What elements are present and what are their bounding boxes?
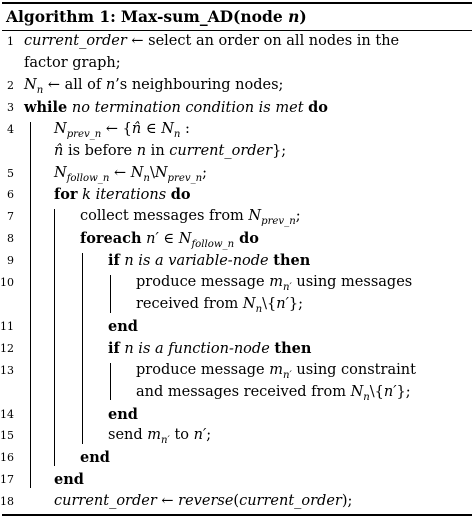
keyword-for: for <box>54 186 78 204</box>
line-text: ← <box>156 493 179 510</box>
line-number: 13 <box>0 363 14 377</box>
algo-line-18 <box>0 491 474 513</box>
math-subscript: follow_n <box>66 172 110 184</box>
condition-text: n is a variable-node <box>119 253 274 270</box>
line-text: produce message <box>136 361 270 378</box>
math-symbol: n̂ <box>54 142 64 159</box>
math-symbol: n <box>105 76 116 93</box>
line-number: 14 <box>0 407 14 421</box>
algo-line-4 <box>0 119 474 141</box>
math-symbol: N <box>130 164 144 181</box>
line-number: 7 <box>7 210 14 224</box>
keyword-then: then <box>273 252 311 270</box>
line-text: }; <box>288 295 304 312</box>
math-symbol: n <box>136 142 147 159</box>
keyword-end: end <box>108 317 138 335</box>
line-text: ∈ <box>158 231 179 248</box>
line-text: ( <box>233 493 240 510</box>
math-subscript: n <box>363 391 370 403</box>
line-text: ← { <box>101 120 132 137</box>
line-number: 6 <box>7 188 14 202</box>
caption-args-suffix: ) <box>299 7 307 26</box>
math-subscript: n′ <box>282 281 292 293</box>
algorithm-caption <box>6 6 307 28</box>
line-text: }; <box>272 142 287 159</box>
var-current-order: current_order <box>239 493 342 510</box>
algo-line-3 <box>0 97 474 119</box>
math-subscript: n <box>173 128 181 140</box>
math-symbol: N <box>154 164 168 181</box>
algorithm-name: Max-sum_AD <box>120 7 234 26</box>
math-subscript: n <box>255 303 263 315</box>
algo-line-17 <box>0 469 474 491</box>
math-symbol: m <box>269 361 283 378</box>
math-subscript: follow_n <box>191 239 235 251</box>
algo-line-2 <box>0 75 474 97</box>
line-text: is before <box>63 142 137 159</box>
line-text: }; <box>396 383 411 400</box>
keyword-if: if <box>108 252 120 270</box>
math-symbol: m <box>269 274 283 290</box>
math-symbol: N <box>242 295 256 312</box>
line-text: \{ <box>262 295 277 312</box>
line-text: received from <box>136 295 243 312</box>
line-text: using constraint <box>291 361 416 378</box>
math-symbol: N <box>248 208 262 225</box>
line-number: 5 <box>7 166 14 180</box>
keyword-while: while <box>24 98 68 116</box>
line-text: ← select an order on all nodes in the <box>126 33 400 49</box>
line-number: 12 <box>0 341 14 355</box>
algo-line-9 <box>0 250 474 272</box>
keyword-do: do <box>234 230 259 248</box>
keyword-do: do <box>308 98 328 116</box>
math-symbol: N <box>178 231 192 248</box>
algo-line-5 <box>0 163 474 185</box>
condition-text: no termination condition is met <box>67 99 309 116</box>
line-number: 17 <box>0 473 14 487</box>
caption-args-prefix: (node <box>233 7 289 26</box>
var-current-order: current_order <box>54 493 157 510</box>
line-number: 1 <box>7 35 14 48</box>
condition-text: n is a function-node <box>119 340 275 357</box>
line-number: 2 <box>7 78 14 92</box>
line-number: 18 <box>0 495 14 509</box>
math-symbol: n′ <box>193 427 207 444</box>
line-text: \ <box>149 164 155 181</box>
math-subscript: prev_n <box>66 128 102 140</box>
keyword-end: end <box>80 449 110 467</box>
algo-line-11 <box>0 316 474 338</box>
line-text: : <box>180 120 190 137</box>
line-text: and messages received from <box>136 383 351 400</box>
math-subscript: n′ <box>161 435 170 447</box>
line-text: ; <box>206 427 212 444</box>
line-text: to <box>169 427 194 444</box>
line-number: 16 <box>0 451 14 465</box>
math-symbol: m <box>147 427 162 444</box>
line-text: ); <box>341 493 353 510</box>
line-text: collect messages from <box>80 208 249 225</box>
algo-line-1-cont <box>0 53 474 75</box>
math-subscript: prev_n <box>167 172 203 184</box>
algo-line-13 <box>0 360 474 382</box>
line-text: ; <box>202 164 208 181</box>
math-subscript: n <box>143 172 150 184</box>
keyword-foreach: foreach <box>80 230 142 248</box>
line-text: ’s neighbouring nodes; <box>115 76 284 93</box>
var-current-order: current_order <box>169 142 273 159</box>
algo-line-7 <box>0 206 474 228</box>
keyword-if: if <box>108 339 120 357</box>
top-rule <box>2 2 472 4</box>
algo-line-15 <box>0 425 474 447</box>
line-number: 15 <box>0 429 14 443</box>
math-symbol: n′ <box>276 295 289 312</box>
line-text: ; <box>295 208 301 225</box>
line-number: 8 <box>7 232 14 246</box>
algo-line-1 <box>0 31 474 53</box>
line-number: 10 <box>0 276 14 289</box>
math-symbol: n′ <box>141 231 159 248</box>
algo-line-13-cont <box>0 382 474 404</box>
line-text: produce message <box>136 274 270 290</box>
math-subscript: n <box>36 84 44 96</box>
math-symbol: N <box>54 120 67 137</box>
keyword-then: then <box>274 339 312 357</box>
func-reverse: reverse <box>178 493 234 510</box>
algo-line-12 <box>0 338 474 360</box>
math-subscript: n′ <box>282 369 292 381</box>
algo-line-16 <box>0 447 474 469</box>
math-symbol: N <box>24 76 37 93</box>
line-text: in <box>146 142 170 159</box>
condition-text: k iterations <box>77 187 171 204</box>
keyword-do: do <box>170 186 191 204</box>
line-text: send <box>108 427 148 444</box>
keyword-end: end <box>108 405 138 423</box>
algo-line-6 <box>0 184 474 206</box>
line-number: 11 <box>0 319 14 333</box>
line-text: \{ <box>369 383 384 400</box>
algo-line-10 <box>0 272 474 294</box>
keyword-end: end <box>54 471 84 489</box>
math-symbol: N <box>161 120 174 137</box>
line-text: using messages <box>291 274 413 290</box>
line-number: 4 <box>7 122 14 136</box>
line-text: ∈ <box>141 120 162 137</box>
line-text: ← all of <box>43 76 106 93</box>
algo-line-14 <box>0 404 474 426</box>
caption-label: Algorithm 1: <box>6 7 116 26</box>
var-current-order: current_order <box>24 33 127 49</box>
line-number: 3 <box>7 100 14 114</box>
line-text: ← <box>109 164 131 181</box>
line-text: factor graph; <box>24 54 121 71</box>
algo-line-4-cont <box>0 141 474 163</box>
bottom-rule <box>2 514 472 516</box>
line-number: 9 <box>7 254 14 268</box>
caption-arg: n <box>288 7 300 26</box>
math-symbol: N <box>350 383 364 400</box>
math-subscript: prev_n <box>261 216 296 228</box>
math-symbol: N <box>54 164 67 181</box>
algo-line-8 <box>0 228 474 250</box>
math-symbol: n̂ <box>131 120 142 137</box>
math-symbol: n′ <box>383 383 397 400</box>
algo-line-10-cont <box>0 294 474 316</box>
